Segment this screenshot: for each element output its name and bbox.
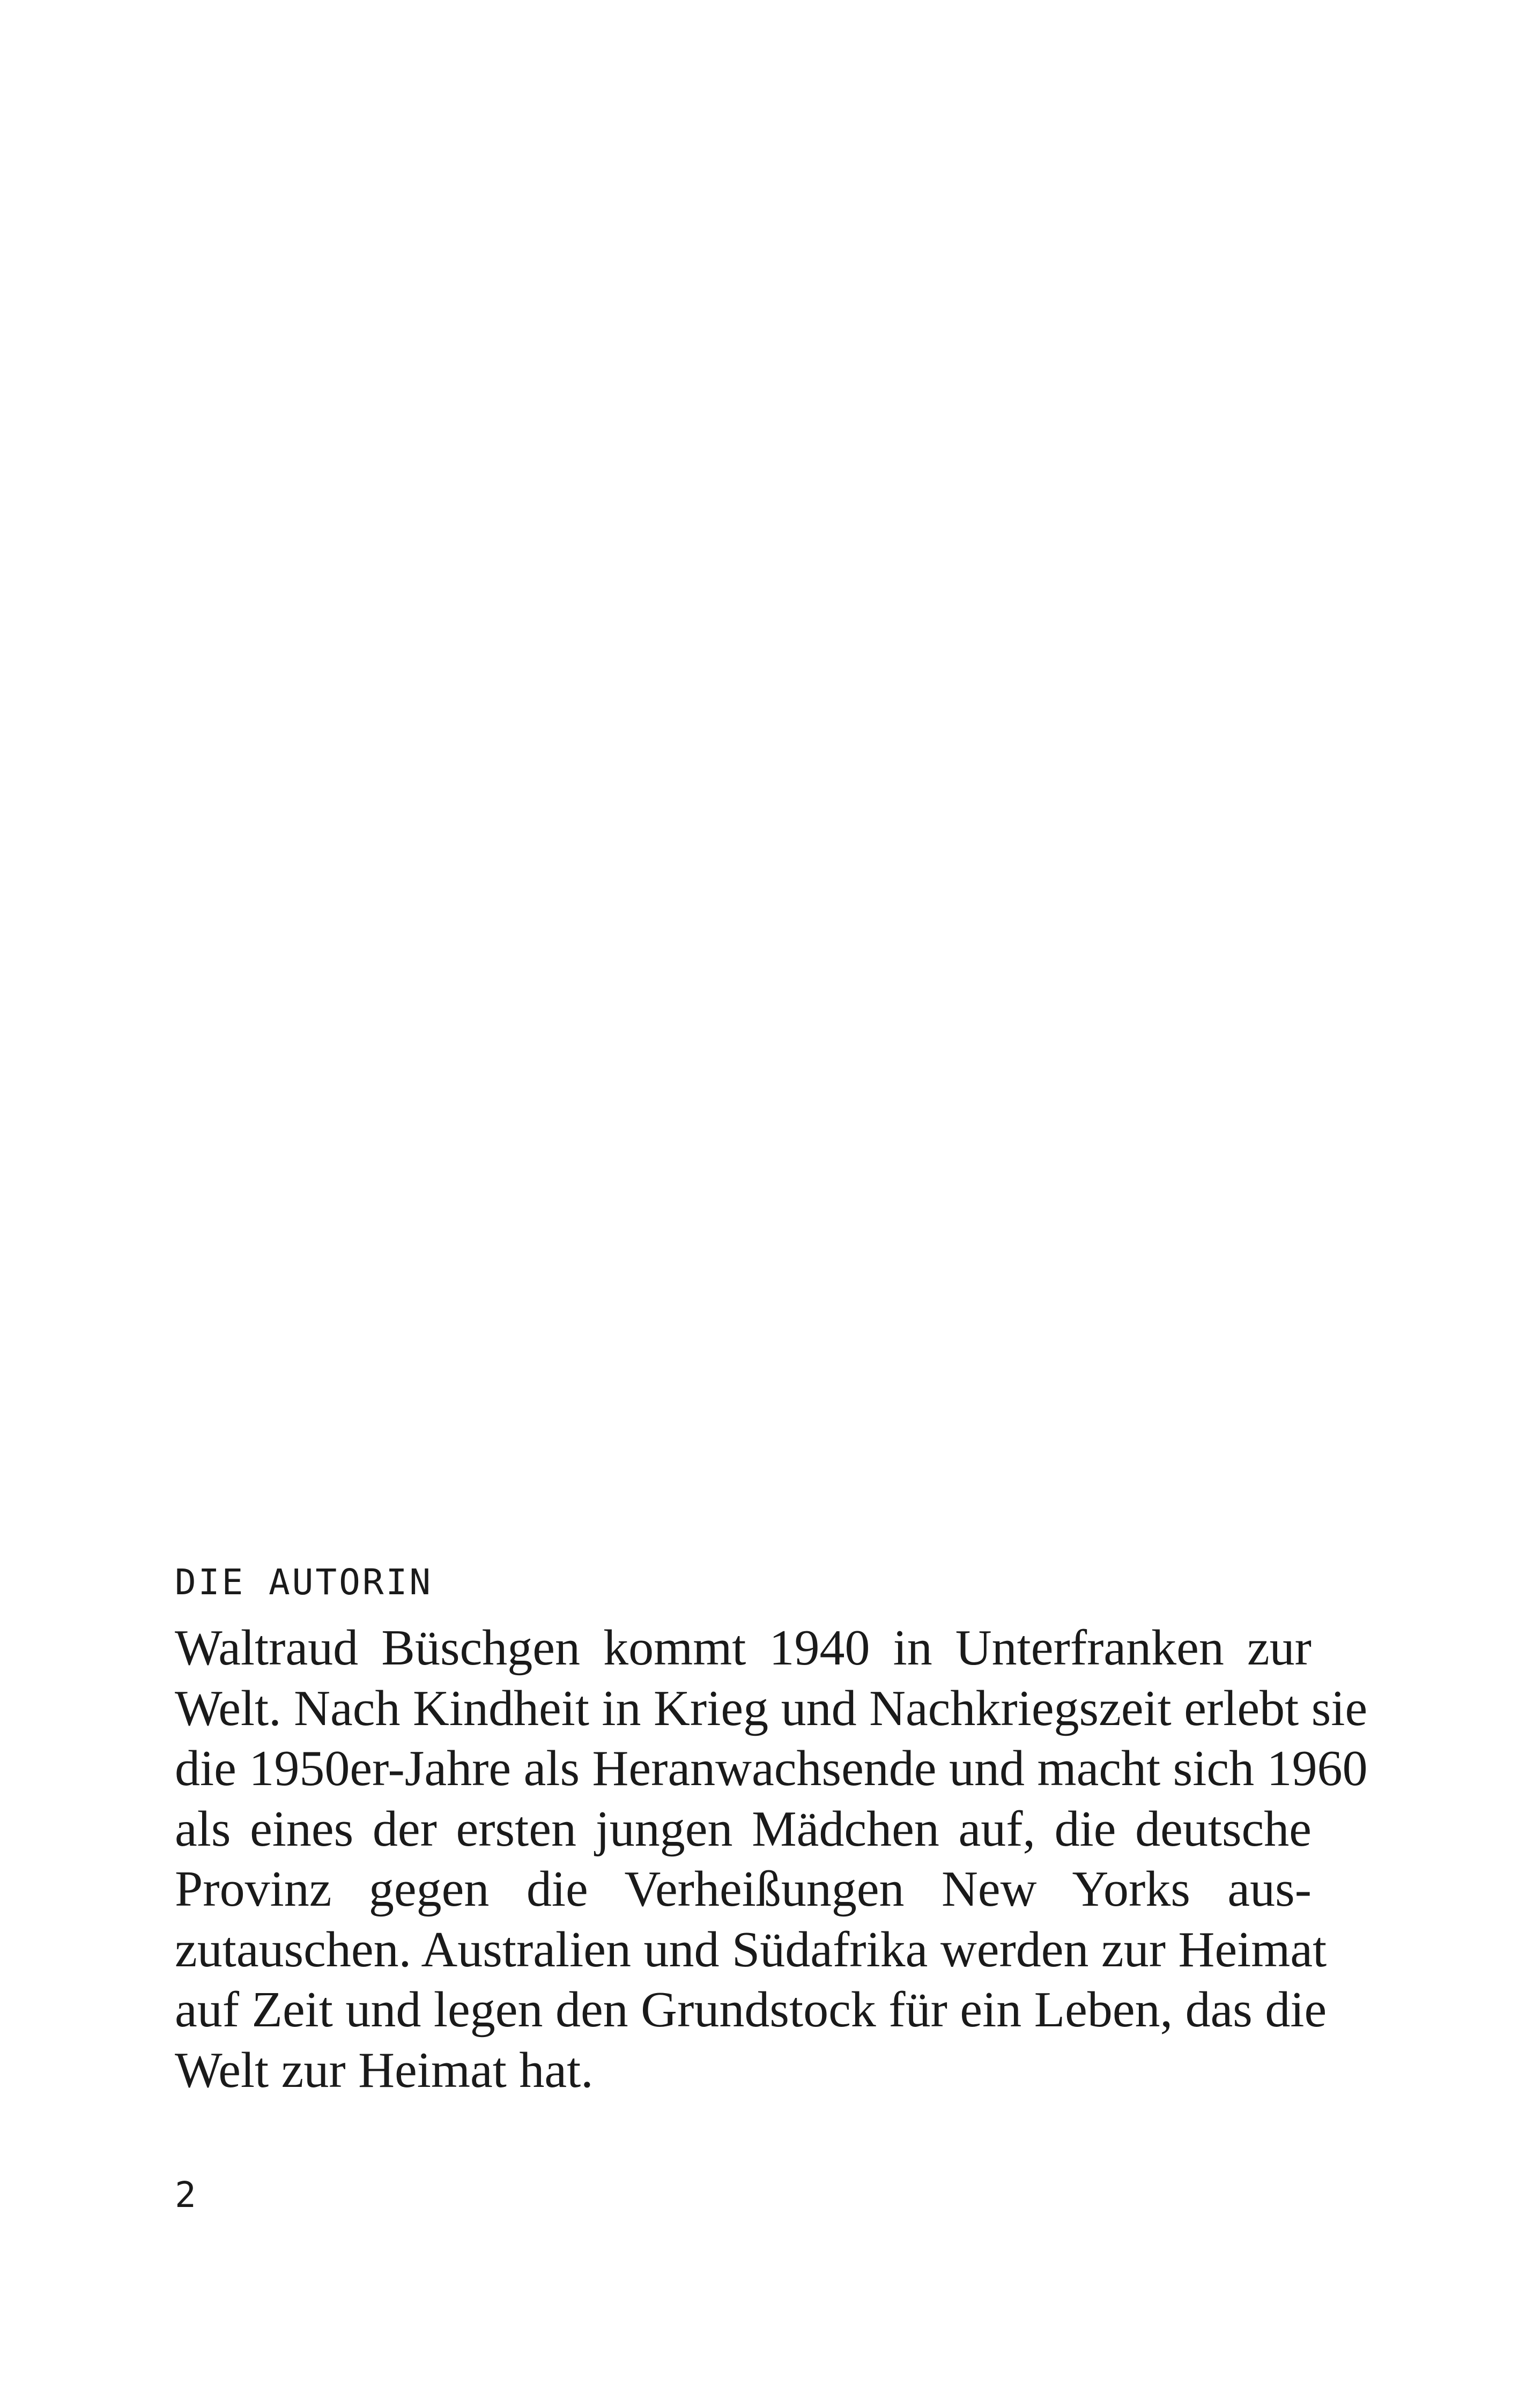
bio-line: Provinz gegen die Verheißungen New Yorks aus- bbox=[175, 1861, 1311, 1917]
bio-line: die 1950er-Jahre als Heranwachsende und macht sich 1960 bbox=[175, 1741, 1368, 1796]
author-bio-paragraph bbox=[175, 1618, 1368, 2100]
bio-line: als eines der ersten jungen Mädchen auf, die deutsche bbox=[175, 1801, 1311, 1857]
page-number: 2 bbox=[175, 2174, 196, 2216]
bio-line: Welt zur Heimat hat. bbox=[175, 2042, 594, 2098]
bio-line: Waltraud Büschgen kommt 1940 in Unterfranken zur bbox=[175, 1620, 1311, 1676]
bio-line: Welt. Nach Kindheit in Krieg und Nachkriegszeit erlebt sie bbox=[175, 1680, 1368, 1736]
bio-line: auf Zeit und legen den Grundstock für ein Leben, das die bbox=[175, 1982, 1327, 2038]
bio-line: zutauschen. Australien und Südafrika werden zur Heimat bbox=[175, 1921, 1327, 1978]
section-heading: DIE AUTORIN bbox=[175, 1562, 433, 1603]
